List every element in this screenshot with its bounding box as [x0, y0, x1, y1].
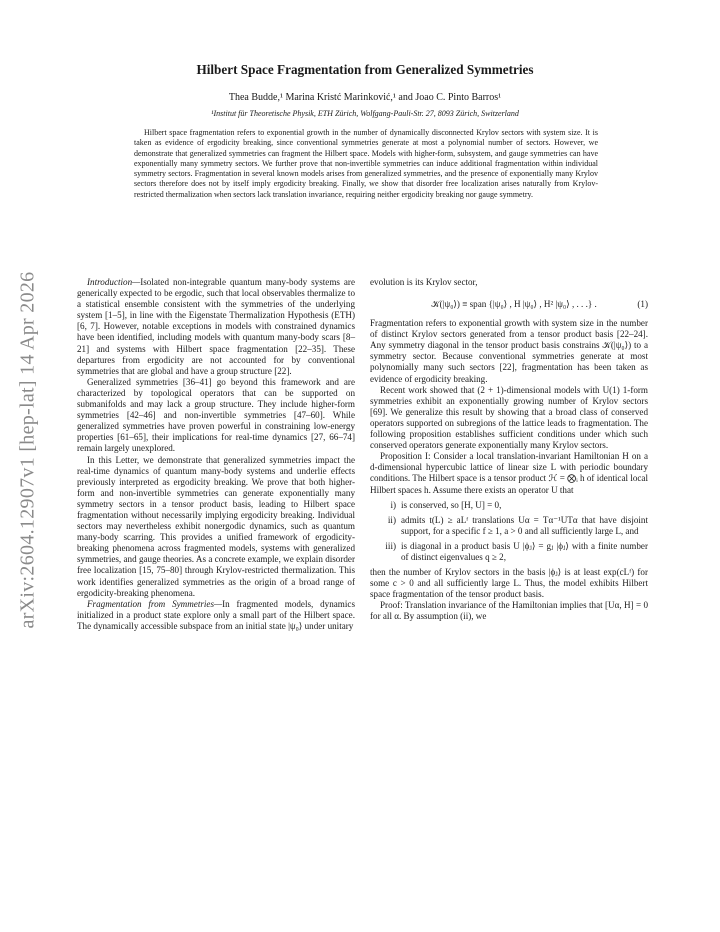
- proposition-paragraph: Proposition I: Consider a local translation-invariant Hamiltonian H on a d-dimensional hypercubic lattice of linear size L with periodic boundary conditions. The Hilbert space is a tensor product ℋ = ⨂ᵢ h of identical local Hilbert spaces h. Assume there exists an operator U that: [370, 451, 648, 495]
- recent-work-paragraph: Recent work showed that (2 + 1)-dimensional models with U(1) 1-form symmetries exhibit an exponentially growing number of Krylov sectors [69]. We generalize this result by showing that a broad class of conserved operators supported on subregions of the lattice leads to fragmentation. The following proposition establishes sufficient conditions under which such conserved operators generate exponentially many Krylov sectors.: [370, 384, 648, 451]
- paper-title: Hilbert Space Fragmentation from Generalized Symmetries: [196, 62, 534, 77]
- right-column: [370, 277, 648, 623]
- equation-1: [370, 295, 648, 313]
- proposition-conclusion: then the number of Krylov sectors in the basis |ϕⱼ⟩ is at least exp(cLᶠ) for some c > 0 and all sufficiently large L. Thus, the model exhibits Hilbert space fragmentation of the tensor product basis.: [370, 567, 648, 600]
- proof-paragraph: Proof: Translation invariance of the Hamiltonian implies that [Uα, H] = 0 for all α. By assumption (ii), we: [370, 600, 648, 622]
- equation-1-body: 𝒦(|ψ₀⟩) ≡ span {|ψ₀⟩ , H |ψ₀⟩ , H² |ψ₀⟩ , . . .} .: [431, 298, 597, 309]
- intro-paragraph-2: Generalized symmetries [36–41] go beyond this framework and are characterized by topological operators that can be supported on submanifolds and may lack a group structure. They include higher-form symmetries [42–46] and non-invertible symmetries [47–60]. While generalized symmetries have proven powerful in constraining low-energy properties [61–65], their implications for real-time dynamics [27, 66–74] remain largely unexplored.: [77, 376, 355, 454]
- abstract: Hilbert space fragmentation refers to exponential growth in the number of dynamically disconnected Krylov sectors with system size. It is taken as evidence of ergodicity breaking, since conventional symmetries generate at most a polynomial number of sectors. However, we demonstrate that generalized symmetries can fragment the Hilbert space. Models with higher-form, subsystem, and gauge symmetries can have exponentially many symmetry sectors. We further prove that non-invertible symmetries can induce additional fragmentation within individual symmetry sectors. Fragmentation in several known models arises from generalized symmetries, and the presence of exponentially many Krylov sectors therefore does not by itself imply ergodicity breaking. Finally, we show that disorder free localization arises naturally from Krylov-restricted thermalization when sectors lack translation invariance, requiring neither ergodicity breaking nor gauge symmetry.: [134, 128, 598, 199]
- equation-1-number: (1): [637, 298, 648, 309]
- condition-text: is diagonal in a product basis U |ϕⱼ⟩ = gⱼ |ϕⱼ⟩ with a finite number of distinct eigenvalues q ≥ 2,: [401, 540, 648, 562]
- fragmentation-definition: Fragmentation refers to exponential growth with system size in the number of distinct Krylov sectors generated from a tensor product basis [22–24]. Any symmetry diagonal in the tensor product basis constrains 𝒦(|ψ₀⟩) to a symmetry sector. Because conventional symmetries generate at most polynomially many such sectors [22], fragmentation has been taken as evidence of ergodicity breaking.: [370, 318, 648, 384]
- condition-text: admits t(L) ≥ aLᶠ translations Uα = Tα⁻¹UTα that have disjoint support, for a specific f ≥ 1, a > 0 and all sufficiently large L, and: [401, 514, 648, 536]
- condition-marker: iii): [385, 540, 396, 551]
- left-column: [77, 277, 355, 632]
- krylov-intro: evolution is its Krylov sector,: [370, 277, 478, 287]
- condition-item: [370, 541, 648, 563]
- intro-paragraph-1: [77, 277, 355, 377]
- arxiv-stamp: [8, 250, 48, 650]
- condition-item: [370, 500, 648, 511]
- arxiv-stamp-text: arXiv:2604.12907v1 [hep-lat] 14 Apr 2026: [16, 271, 39, 629]
- intro-paragraph-1-text: Isolated non-integrable quantum many-body systems are generically expected to be ergodic, such that local observables thermalize to a statistical ensemble consistent with the symmetries of the underlying system [1–5], in line with the Eigenstate Thermalization Hypothesis (ETH) [6, 7]. However, notable exceptions in models with constrained dynamics have been identified, including models with quantum many-body scars [8–21] and systems with Hilbert space fragmentation [22–35]. These departures from ergodicity are not accounted for by conventional symmetries that are global and have a group structure [22].: [77, 277, 355, 376]
- fragmentation-heading: Fragmentation from Symmetries—: [87, 598, 223, 609]
- intro-paragraph-3: In this Letter, we demonstrate that generalized symmetries impact the real-time dynamics of quantum many-body systems and underlie effects previously interpreted as ergodicity breaking. We prove that both higher-form and non-invertible symmetries can generate exponentially many symmetry sectors in a tensor product basis, leading to Hilbert space fragmentation without necessarily implying ergodicity breaking. Individual sectors may nevertheless exhibit nonergodic dynamics, such as quantum many-body scarring. This provides a unified framework of ergodicity-breaking phenomena across fragmented models, systems with generalized symmetries, and gauge theories. As a concrete example, we explain disorder free localization [15, 75–80] through Krylov-restricted thermalization. This work identifies generalized symmetries as the origin of a broad range of ergodicity-breaking phenomena.: [77, 454, 355, 598]
- intro-heading: Introduction—: [87, 277, 141, 287]
- affiliation: ¹Institut für Theoretische Physik, ETH Zürich, Wolfgang-Pauli-Str. 27, 8093 Zürich, Switzerland: [211, 109, 519, 118]
- condition-marker: i): [390, 499, 396, 510]
- fragmentation-paragraph-text: In fragmented models, dynamics initialized in a product state explore only a small part of the Hilbert space. The dynamically accessible subspace from an initial state |ψ₀⟩ under unitary: [77, 598, 355, 631]
- condition-marker: ii): [387, 514, 396, 525]
- author-list: Thea Budde,¹ Marina Kristć Marinković,¹ and Joao C. Pinto Barros¹: [228, 92, 502, 103]
- proposition-conditions: [370, 500, 648, 563]
- condition-item: [370, 515, 648, 537]
- condition-text: is conserved, so [H, U] = 0,: [401, 499, 502, 510]
- fragmentation-paragraph: [77, 599, 355, 632]
